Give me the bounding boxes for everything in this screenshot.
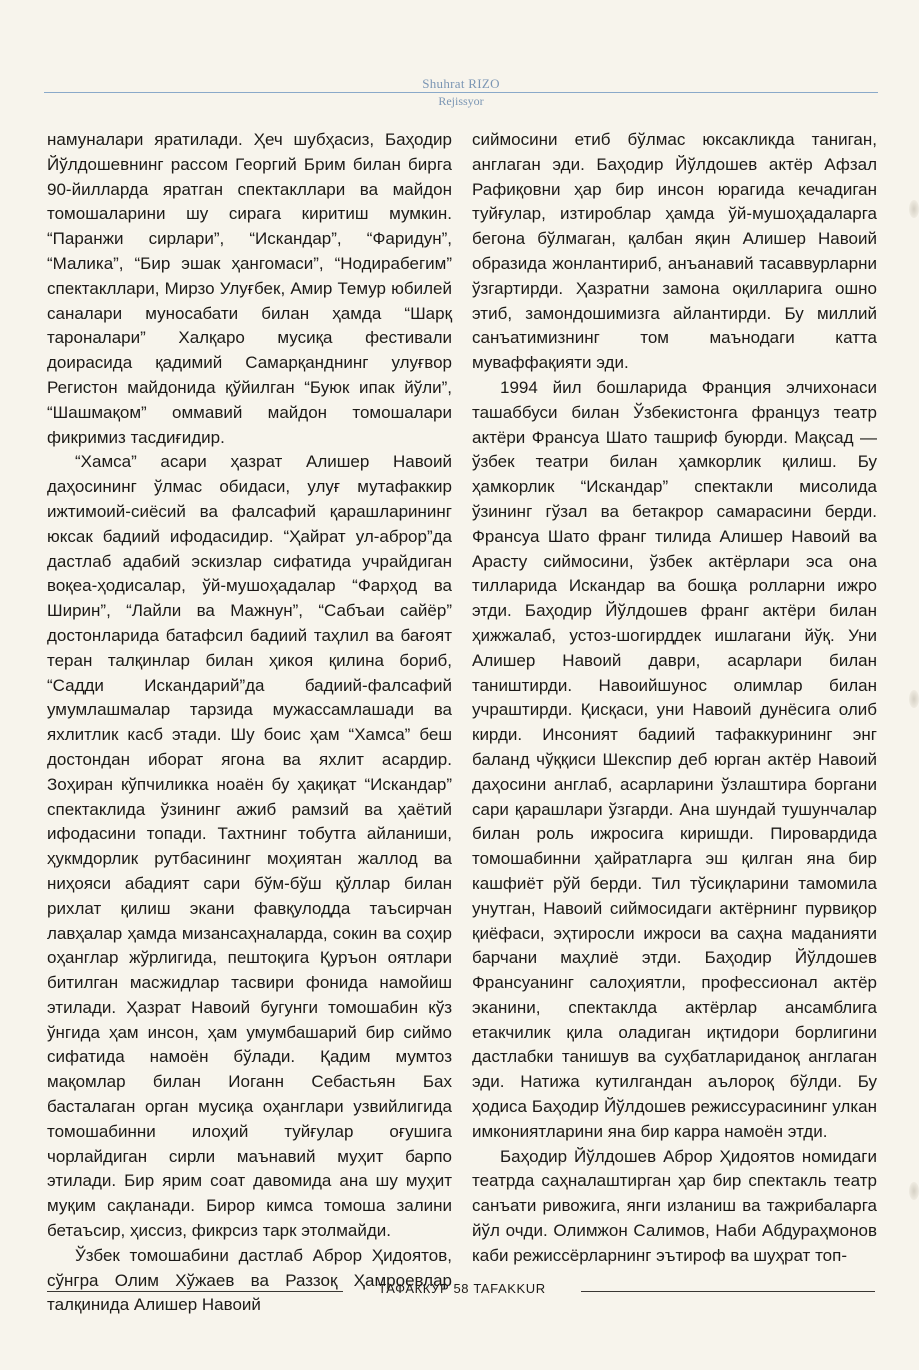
right-column — [472, 128, 877, 1269]
left-paragraph-1: намуналари яратилади. Ҳеч шубҳасиз, Баҳодир Йўлдошевнинг рассом Георгий Брим билан бирга 90-йилларда яратган спектакллари ва майдон томошаларини шу сирага киритиш мумкин. “Паранжи сирлари”, “Искандар”, “Фаридун”, “Малика”, “Бир эшак ҳангомаси”, “Нодирабегим” спектакллари, Мирзо Улуғбек, Амир Темур юбилей саналари муносабати билан ҳамда “Шарқ тароналари” Халқаро мусиқа фестивали доирасида қадимий Самарқанднинг улуғвор Регистон майдонида қўйилган “Буюк ипак йўли”, “Шашмақом” оммавий майдон томошалари фикримиз тасдиғидир. — [47, 130, 452, 447]
right-paragraph-2: 1994 йил бошларида Франция элчихонаси ташаббуси билан Ўзбекистонга француз театр актёри Франсуа Шато ташриф буюрди. Мақсад — ўзбек театри билан ҳамкорлик қилиш. Бу ҳамкорлик “Искандар” спектакли мисолида ўзининг гўзал ва бетакрор самарасини берди. Франсуа Шато франг тилида Алишер Навоий ва Арасту сиймосини, ўзбек актёрлари эса она тилларида Искандар ва бошқа ролларни ижро этди. Баҳодир Йўлдошев франг актёри билан ҳижжалаб, устоз-шогирддек ишлагани йўқ. Уни Алишер Навоий даври, асарлари билан таништирди. Навоийшунос олимлар билан учраштирди. Қисқаси, уни Навоий дунёсига олиб кирди. Инсоният бадиий тафаккурининг энг баланд чўққиси Шекспир деб юрган актёр Навоий даҳосини англаб, асарларини ўзлаштира боргани сари қарашлари ўзгарди. Ана шундай тушунчалар билан роль ижросига киришди. Пировардида томошабинни ҳайратларга эш қилган яна бир кашфиёт рўй берди. Тил тўсиқларини тамомила унутган, Навоий сиймосидаги актёрнинг пурвиқор қиёфаси, эҳтиросли ижроси ва саҳна маданияти барчани маҳлиё этди. Баҳодир Йўлдошев Франсуанинг салоҳиятли, профессионал актёр эканини, спектаклда актёрлар ансамблига етакчилик қила оладиган иқтидори борлигини дастлабки танишув ва суҳбатлариданоқ англаган эди. Натижа кутилгандан аълороқ бўлди. Бу ҳодиса Баҳодир Йўлдошев режиссурасининг улкан имкониятларини яна бир карра намоён этди. — [472, 377, 877, 1141]
right-paragraph-1: сиймосини етиб бўлмас юксакликда таниган, англаган эди. Баҳодир Йўлдошев актёр Афзал Рафиқовни ҳар бир инсон юрагида кечадиган туйғулар, изтироблар ҳамда ўй-мушоҳадаларга бегона бўлмаган, қалбан яқин Алишер Навоий образида жонлантириб, анъанавий тасаввурларни ўзгартирди. Ҳазратни замона оқилларига ошно этиб, замондошимизга айлантирди. Бу миллий санъатимизнинг том маънодаги катта муваффақияти эди. — [472, 130, 877, 373]
running-header — [44, 76, 878, 110]
binding-hole-mark — [909, 200, 919, 218]
header-rule — [44, 92, 878, 93]
binding-hole-mark — [909, 690, 919, 708]
page-footer — [47, 1280, 875, 1302]
footer-rule-left — [47, 1291, 343, 1292]
left-paragraph-3: Ўзбек томошабини дастлаб Аброр Ҳидоятов, сўнгра Олим Хўжаев ва Раззоқ Ҳамроевлар талқинида Алишер Навоий — [47, 1245, 452, 1315]
right-paragraph-3: Баҳодир Йўлдошев Аброр Ҳидоятов номидаги театрда саҳналаштирган ҳар бир спектакль театр санъати ривожига, янги изланиш ва тажрибаларга йўл очди. Олимжон Салимов, Наби Абдураҳмонов каби режиссёрларнинг эътироф ва шуҳрат топ- — [472, 1146, 877, 1265]
header-author: Shuhrat RIZO — [422, 76, 500, 91]
left-column — [47, 128, 452, 1318]
footer-rule-right — [581, 1291, 875, 1292]
footer-page-label: ТАФАККУР 58 TAFAKKUR — [378, 1281, 546, 1296]
binding-hole-mark — [909, 1182, 919, 1200]
header-role: Rejissyor — [438, 94, 484, 108]
left-paragraph-2: “Хамса” асари ҳазрат Алишер Навоий даҳосининг ўлмас обидаси, улуғ мутафаккир ижтимоий-сиёсий ва фалсафий қарашларининг юксак бадиий ифодасидир. “Ҳайрат ул-аброр”да дастлаб адабий эскизлар сифатида учрайдиган воқеа-ҳодисалар, ўй-мушоҳадалар “Фарҳод ва Ширин”, “Лайли ва Мажнун”, “Сабъаи сайёр” достонларида батафсил бадиий таҳлил ва бағоят теран талқинлар билан ҳикоя қилина бориб, “Садди Искандарий”да бадиий-фалсафий умумлашмалар тарзида мужассамлашади ва яхлитлик касб этади. Шу боис ҳам “Хамса” беш достондан иборат ягона ва яхлит асардир. Зоҳиран кўпчиликка ноаён бу ҳақиқат “Искандар” спектаклида ўзининг ажиб рамзий ва ҳаётий ифодасини топади. Тахтнинг тобутга айланиши, ҳукмдорлик рутбасининг моҳиятан жаллод ва ниҳояси абадият сари бўм-бўш қўллар билан рихлат қилиш экани фавқулодда таъсирчан лавҳалар ҳамда мизансаҳналарда, сокин ва соҳир оҳанглар жўрлигида, пештоқига Қуръон оятлари битилган масжидлар тасвири фонида намойиш этилади. Ҳазрат Навоий бугунги томошабин кўз ўнгида ҳам инсон, ҳам умумбашарий бир сиймо сифатида намоён бўлади. Қадим мумтоз мақомлар билан Иоганн Себастьян Бах басталаган орган мусиқа оҳанглари узвийлигида томошабинни илоҳий туйғулар оғушига чорлайдиган сирли маънавий муҳит барпо этилади. Бир ярим соат давомида ана шу муҳит муқим сақланади. Бирор кимса томоша залини бетаъсир, ҳиссиз, фикрсиз тарк этолмайди. — [47, 452, 452, 1241]
